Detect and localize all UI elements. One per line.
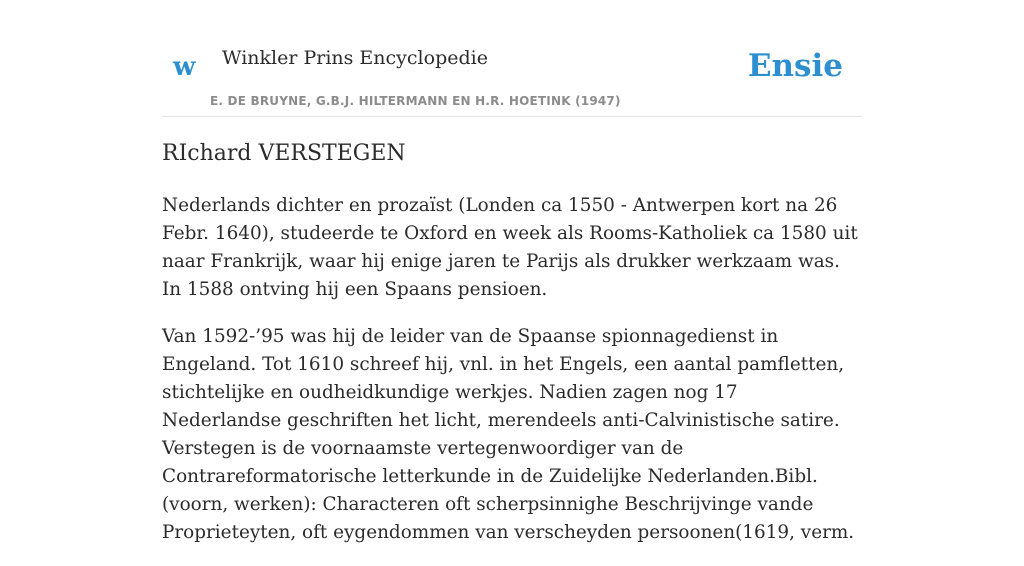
ensie-brand-link[interactable]: Ensie [747,48,843,84]
authors-line: E. DE BRUYNE, G.B.J. HILTERMANN EN H.R. HOETINK (1947) [210,94,621,108]
entry-title: RIchard VERSTEGEN [162,141,406,166]
site-title[interactable]: Winkler Prins Encyclopedie [222,47,488,69]
winkler-prins-logo[interactable]: w [173,52,196,82]
site-header [162,0,862,117]
article-paragraph: Van 1592-’95 was hij de leider van de Spaanse spionnagedienst in Engeland. Tot 1610 schreef hij, vnl. in het Engels, een aantal pamfletten, stichtelijke en oudheidkundige werkjes. Nadien zagen nog 17 Nederlandse geschriften het licht, merendeels anti-Calvinistische satire. Verstegen is de voornaamste vertegenwoordiger van de Contrareformatorische letterkunde in de Zuidelijke Nederlanden.Bibl. (voorn, werken): Characteren oft scherpsinnighe Beschrijvinge vande Proprieteyten, oft eygendommen van verscheyden persoonen(1619, verm. [162,326,855,543]
article-body [162,192,862,566]
page-container [162,0,862,543]
article-paragraph: Nederlands dichter en prozaïst (Londen ca 1550 - Antwerpen kort na 26 Febr. 1640), studeerde te Oxford en week als Rooms-Katholiek ca 1580 uit naar Frankrijk, waar hij enige jaren te Parijs als drukker werkzaam was. In 1588 ontving hij een Spaans pensioen. [162,195,858,300]
